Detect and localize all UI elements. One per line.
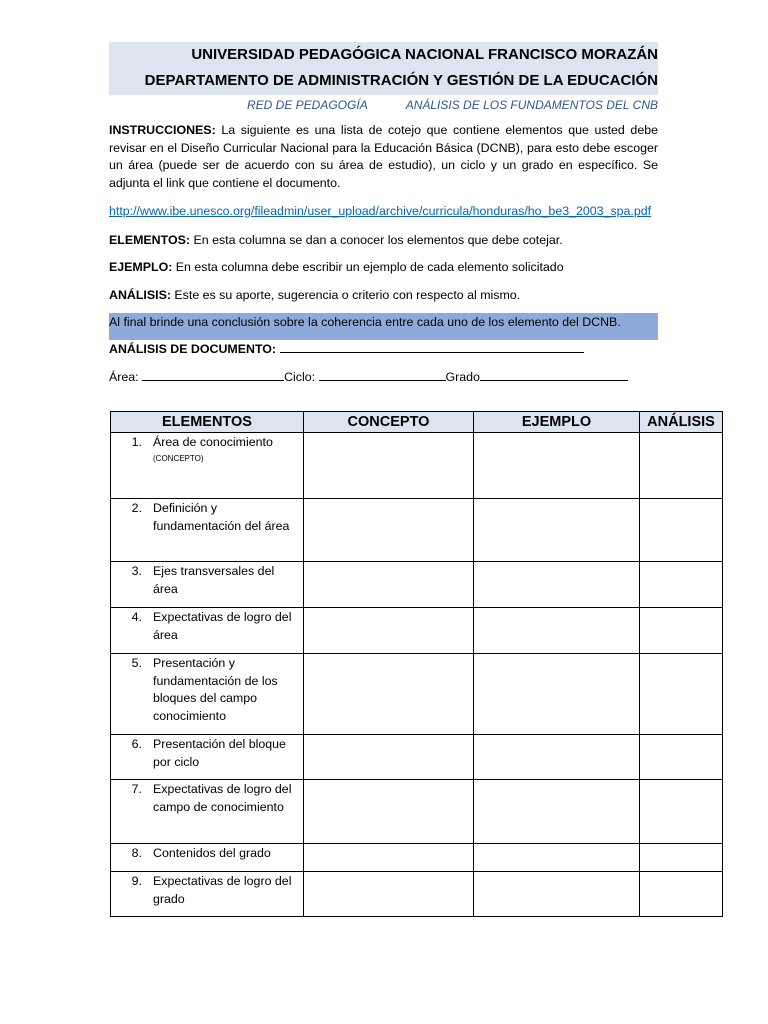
analisis-cell[interactable] <box>640 872 723 917</box>
definition-text: En esta columna debe escribir un ejemplo de cada elemento solicitado <box>175 260 564 274</box>
table-row <box>111 654 723 735</box>
element-text-wrap <box>153 655 303 725</box>
network-label: RED DE PEDAGOGÍA <box>247 98 368 112</box>
analisis-cell[interactable] <box>640 844 723 872</box>
element-text: Área de conocimiento <box>153 435 273 449</box>
definition-text: Este es su aporte, sugerencia o criterio con respecto al mismo. <box>174 287 521 302</box>
element-text-wrap <box>153 434 303 466</box>
element-text-wrap <box>153 563 303 598</box>
definition-label: ELEMENTOS: <box>109 232 191 247</box>
grado-label: Grado <box>445 370 480 384</box>
table-row <box>111 844 723 872</box>
ejemplo-cell[interactable] <box>474 562 640 608</box>
analysis-document-label: ANÁLISIS DE DOCUMENTO: <box>109 341 277 356</box>
analisis-cell[interactable] <box>640 433 723 499</box>
element-text: Expectativas de logro del grado <box>153 874 292 906</box>
definition-label: EJEMPLO: <box>109 260 173 274</box>
element-number: 8. <box>131 846 142 860</box>
concepto-cell[interactable] <box>304 780 474 844</box>
element-cell <box>111 735 304 780</box>
instructions-paragraph <box>109 122 658 192</box>
table-header-row <box>111 412 723 433</box>
instructions-label: INSTRUCCIONES: <box>109 123 216 137</box>
analysis-document-field[interactable] <box>280 340 584 353</box>
analysis-document-line <box>109 340 658 359</box>
element-text: Expectativas de logro del área <box>153 610 292 642</box>
element-text-wrap <box>153 609 303 644</box>
element-number: 7. <box>131 782 142 796</box>
concepto-cell[interactable] <box>304 872 474 917</box>
analisis-cell[interactable] <box>640 735 723 780</box>
analisis-cell[interactable] <box>640 654 723 735</box>
conclusion-note: Al final brinde una conclusión sobre la coherencia entre cada uno de los elemento del DCNB. <box>109 313 658 340</box>
department-title: DEPARTAMENTO DE ADMINISTRACIÓN Y GESTIÓN DE LA EDUCACIÓN <box>144 72 658 89</box>
element-text-wrap <box>153 781 303 816</box>
definition-elementos <box>109 232 658 250</box>
header-band <box>109 42 658 95</box>
header-ejemplo: EJEMPLO <box>474 412 640 433</box>
definition-label: ANÁLISIS: <box>109 287 171 302</box>
ciclo-field[interactable] <box>319 368 446 381</box>
ejemplo-cell[interactable] <box>474 608 640 654</box>
table-row <box>111 735 723 780</box>
area-label: Área: <box>109 370 139 384</box>
concepto-cell[interactable] <box>304 735 474 780</box>
concepto-cell[interactable] <box>304 499 474 562</box>
element-text: Contenidos del grado <box>153 846 271 860</box>
element-cell <box>111 780 304 844</box>
subtitle-row <box>109 95 658 115</box>
concepto-cell[interactable] <box>304 654 474 735</box>
subject-label: ANÁLISIS DE LOS FUNDAMENTOS DEL CNB <box>405 98 658 112</box>
ejemplo-cell[interactable] <box>474 433 640 499</box>
university-title: UNIVERSIDAD PEDAGÓGICA NACIONAL FRANCISCO MORAZÁN <box>191 46 658 63</box>
ejemplo-cell[interactable] <box>474 735 640 780</box>
definition-analisis <box>109 287 658 305</box>
document-link-wrap <box>109 202 658 221</box>
ejemplo-cell[interactable] <box>474 499 640 562</box>
element-cell <box>111 433 304 499</box>
instructions-text: La siguiente es una lista de cotejo que contiene elementos que usted debe revisar en el Diseño Curricular Nacional para la Educación Básica (DCNB), para esto debe escoger un área (puede ser de acuerdo con su área de estudio), un ciclo y un grado en específico. Se adjunta el link que contiene el documento. <box>109 123 658 190</box>
area-field[interactable] <box>142 368 284 381</box>
element-number: 9. <box>131 874 142 888</box>
header-concepto: CONCEPTO <box>304 412 474 433</box>
element-number: 1. <box>131 435 142 449</box>
concepto-cell[interactable] <box>304 562 474 608</box>
element-number: 6. <box>131 737 142 751</box>
element-cell <box>111 654 304 735</box>
element-text: Ejes transversales del área <box>153 564 275 596</box>
document-link[interactable]: http://www.ibe.unesco.org/fileadmin/user_upload/archive/curricula/honduras/ho_be3_2003_spa.pdf <box>109 204 652 218</box>
fields-line <box>109 368 658 387</box>
concepto-cell[interactable] <box>304 608 474 654</box>
element-cell <box>111 844 304 872</box>
element-text: Presentación del bloque por ciclo <box>153 737 286 769</box>
element-cell <box>111 872 304 917</box>
element-cell <box>111 608 304 654</box>
concepto-cell[interactable] <box>304 844 474 872</box>
analisis-cell[interactable] <box>640 562 723 608</box>
element-text-wrap <box>153 873 303 908</box>
element-text-wrap <box>153 845 303 863</box>
ciclo-label: Ciclo: <box>284 370 316 384</box>
ejemplo-cell[interactable] <box>474 654 640 735</box>
definition-text: En esta columna se dan a conocer los elementos que debe cotejar. <box>193 232 563 247</box>
element-number: 4. <box>131 610 142 624</box>
ejemplo-cell[interactable] <box>474 780 640 844</box>
table-row <box>111 499 723 562</box>
grado-field[interactable] <box>480 368 628 381</box>
document-page <box>109 42 658 387</box>
element-number: 3. <box>131 564 142 578</box>
element-note: (CONCEPTO) <box>153 453 204 463</box>
analisis-cell[interactable] <box>640 499 723 562</box>
header-elementos: ELEMENTOS <box>111 412 304 433</box>
table-row <box>111 562 723 608</box>
ejemplo-cell[interactable] <box>474 844 640 872</box>
analisis-cell[interactable] <box>640 780 723 844</box>
element-number: 5. <box>131 656 142 670</box>
concepto-cell[interactable] <box>304 433 474 499</box>
checklist-table <box>110 411 723 917</box>
element-text: Presentación y fundamentación de los bloques del campo conocimiento <box>153 656 278 723</box>
element-cell <box>111 499 304 562</box>
analisis-cell[interactable] <box>640 608 723 654</box>
element-text-wrap <box>153 736 303 771</box>
definition-ejemplo <box>109 259 658 277</box>
table-row <box>111 608 723 654</box>
header-analisis: ANÁLISIS <box>640 412 723 433</box>
element-text: Expectativas de logro del campo de conocimiento <box>153 782 292 814</box>
element-cell <box>111 562 304 608</box>
ejemplo-cell[interactable] <box>474 872 640 917</box>
table-row <box>111 780 723 844</box>
element-number: 2. <box>131 501 142 515</box>
element-text-wrap <box>153 500 303 535</box>
element-text: Definición y fundamentación del área <box>153 501 290 533</box>
table-row <box>111 433 723 499</box>
table-row <box>111 872 723 917</box>
